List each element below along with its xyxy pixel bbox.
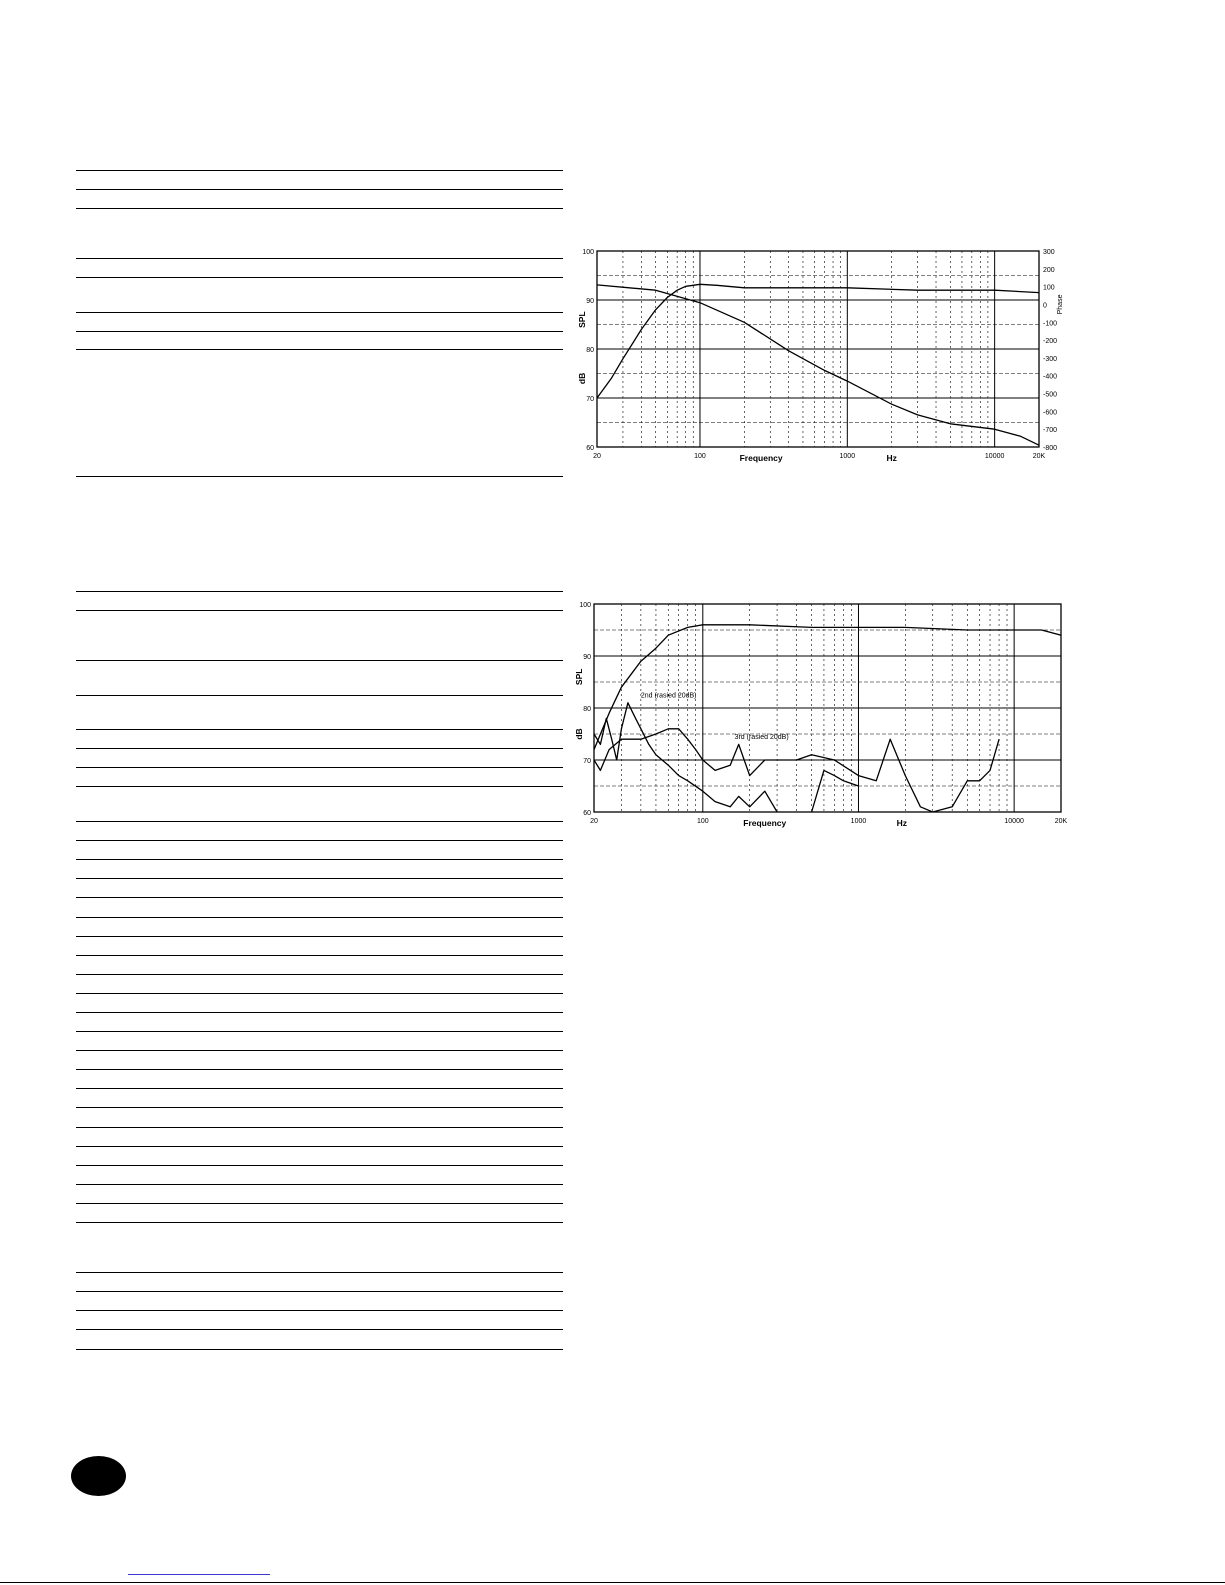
table-row: [76, 1222, 563, 1223]
table-row: [76, 1050, 563, 1051]
y-tick-label: 70: [586, 396, 594, 403]
frequency-phase-response-chart: [560, 243, 1080, 478]
table-row: [76, 349, 563, 350]
table-row: [76, 591, 563, 592]
table-row: [76, 821, 563, 822]
y-axis-unit-label: dB: [577, 372, 587, 385]
x-tick-label: 100: [694, 453, 706, 460]
y2-tick-label: -500: [1043, 391, 1058, 399]
table-row: [76, 1069, 563, 1070]
series-line-2: [597, 285, 1039, 445]
table-row: [76, 936, 563, 937]
table-row: [76, 1310, 563, 1311]
table-row: [76, 1146, 563, 1147]
x-tick-label: 100: [696, 818, 709, 825]
x-tick-label: 20: [593, 453, 601, 460]
table-row: [76, 208, 563, 209]
y-tick-label: 80: [583, 706, 591, 713]
table-row: [76, 897, 563, 898]
y-tick-label: 60: [586, 445, 594, 452]
y2-tick-label: -100: [1043, 320, 1058, 328]
y2-tick-label: 100: [1043, 284, 1055, 292]
y2-axis-label: Phase: [1057, 294, 1064, 315]
table-row: [76, 1031, 563, 1032]
table-row: [76, 840, 563, 841]
table-row: [76, 786, 563, 787]
table-row: [76, 277, 563, 278]
y-axis-unit-label: dB: [574, 728, 584, 740]
table-row: [76, 859, 563, 860]
y-tick-label: 90: [583, 654, 591, 661]
y-axis-label: SPL: [577, 311, 587, 328]
table-row: [76, 258, 563, 259]
y2-tick-label: -600: [1043, 409, 1058, 417]
series-line-1: [597, 284, 1039, 398]
harmonic-distortion-chart: [560, 596, 1080, 836]
chart-annotation: 3rd (rasied 20dB): [734, 734, 789, 742]
y2-tick-label: 300: [1043, 249, 1055, 256]
table-row: [76, 1329, 563, 1330]
y2-tick-label: 200: [1043, 266, 1055, 274]
table-row: [76, 1349, 563, 1350]
table-row: [76, 1107, 563, 1108]
y-axis-label: SPL: [574, 668, 584, 686]
table-row: [76, 1012, 563, 1013]
table-row: [76, 974, 563, 975]
table-row: [76, 729, 563, 730]
x-tick-label: 10000: [1004, 818, 1024, 825]
x-tick-label: 20K: [1032, 453, 1046, 460]
table-row: [76, 878, 563, 879]
table-row: [76, 1203, 563, 1204]
table-row: [76, 660, 563, 661]
table-row: [76, 1184, 563, 1185]
chart-annotation: 2nd (rasied 20dB): [640, 692, 697, 700]
y2-tick-label: -400: [1043, 373, 1058, 381]
y2-tick-label: -300: [1043, 355, 1058, 363]
table-row: [76, 331, 563, 332]
y-tick-label: 60: [583, 810, 591, 817]
x-axis-unit-label: Hz: [886, 453, 897, 463]
table-row: [76, 1291, 563, 1292]
x-tick-label: 10000: [984, 453, 1005, 460]
x-axis-label: Frequency: [743, 818, 787, 828]
y2-tick-label: -800: [1043, 445, 1058, 452]
table-row: [76, 917, 563, 918]
footer-rule: [0, 1582, 1225, 1583]
y2-tick-label: -200: [1043, 338, 1058, 346]
table-row: [76, 695, 563, 696]
y-tick-label: 70: [583, 758, 591, 765]
table-row: [76, 189, 563, 190]
table-row: [76, 993, 563, 994]
spec-table-top: [76, 170, 563, 480]
spec-table-bottom: [76, 591, 563, 1361]
table-row: [76, 748, 563, 749]
table-row: [76, 170, 563, 171]
x-tick-label: 20K: [1054, 818, 1068, 825]
table-row: [76, 1165, 563, 1166]
table-row: [76, 312, 563, 313]
x-tick-label: 1000: [839, 453, 856, 460]
y-tick-label: 80: [586, 347, 594, 354]
table-row: [76, 1272, 563, 1273]
table-row: [76, 1127, 563, 1128]
y-tick-label: 90: [586, 298, 594, 305]
y2-tick-label: -700: [1043, 427, 1058, 435]
y-tick-label: 100: [579, 602, 591, 609]
table-row: [76, 767, 563, 768]
table-row: [76, 955, 563, 956]
y2-tick-label: 0: [1043, 302, 1047, 310]
x-tick-label: 1000: [850, 818, 867, 825]
table-row: [76, 1088, 563, 1089]
x-axis-unit-label: Hz: [896, 818, 908, 828]
table-row: [76, 610, 563, 611]
table-row: [76, 476, 563, 477]
page-number-badge: [71, 1456, 126, 1496]
footer-link-underline: [128, 1574, 270, 1575]
y-tick-label: 100: [582, 249, 594, 256]
x-tick-label: 20: [590, 818, 598, 825]
x-axis-label: Frequency: [739, 453, 783, 463]
